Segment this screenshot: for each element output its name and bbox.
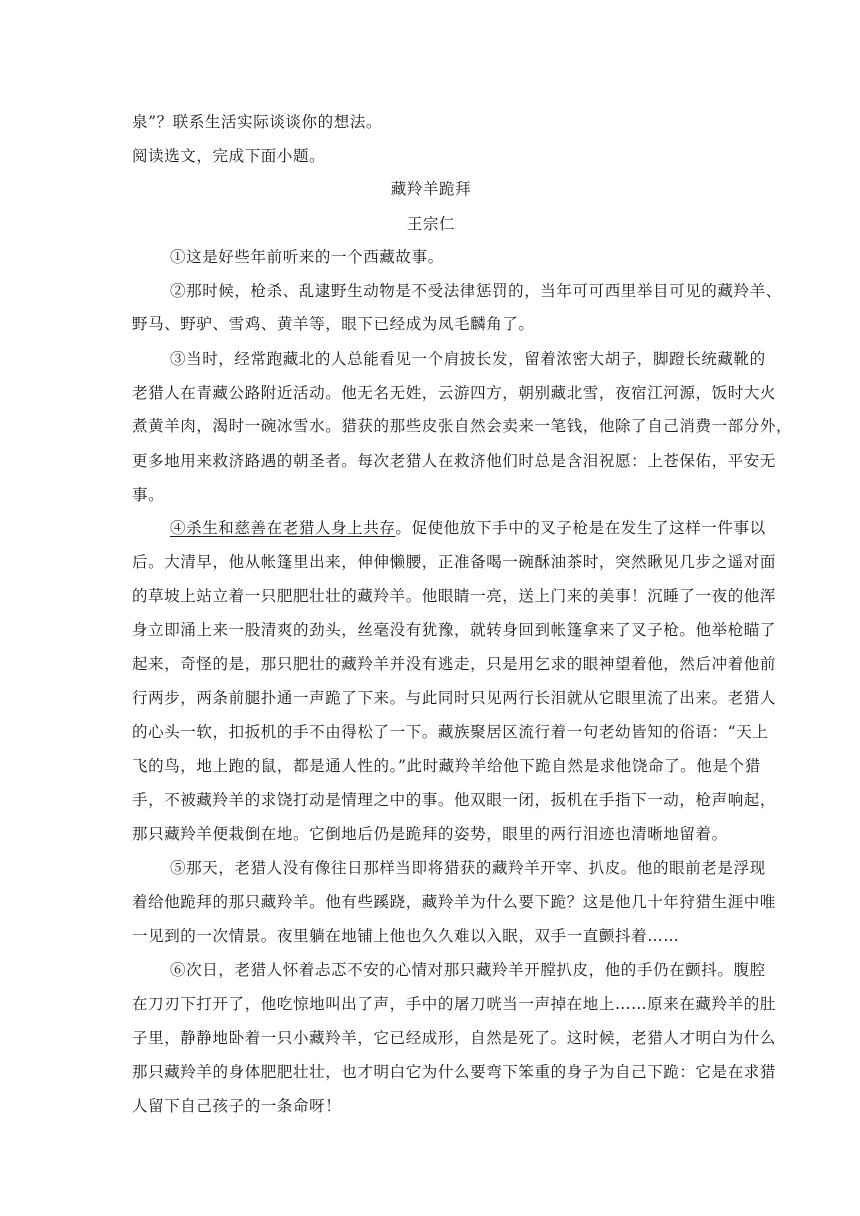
paragraph-4-line: 行两步，两条前腿扑通一声跪了下来。与此同时只见两行长泪就从它眼里流了出来。老猎人 (132, 689, 777, 707)
paragraph-4-line: 手，不被藏羚羊的求饶打动是情理之中的事。他双眼一闭，扳机在手指下一动，枪声响起， (132, 791, 777, 809)
paragraph-3-line: 事。 (132, 486, 165, 504)
paragraph-5-line: 着给他跪拜的那只藏羚羊。他有些蹊跷，藏羚羊为什么要下跪？这是他几十年狩猎生涯中唯 (132, 893, 777, 911)
paragraph-6-line: 在刀刃下打开了，他吃惊地叫出了声，手中的屠刀咣当一声掉在地上……原来在藏羚羊的肚 (132, 995, 777, 1013)
paragraph-4-line: 的草坡上站立着一只肥肥壮壮的藏羚羊。他眼睛一亮，送上门来的美事！沉睡了一夜的他浑 (132, 587, 777, 605)
paragraph-3-line: 老猎人在青藏公路附近活动。他无名无姓，云游四方，朝别藏北雪，夜宿江河源，饭时大火 (132, 384, 777, 402)
paragraph-4-line: 的心头一软，扣扳机的手不由得松了一下。藏族聚居区流行着一句老幼皆知的俗语：“天上 (132, 723, 769, 741)
paragraph-3-line: ③当时，经常跑藏北的人总能看见一个肩披长发，留着浓密大胡子，脚蹬长统藏靴的 (170, 350, 766, 368)
paragraph-4-line: 身立即涌上来一股清爽的劲头，丝毫没有犹豫，就转身回到帐篷拿来了叉子枪。他举枪瞄了 (132, 621, 777, 639)
paragraph-3-line: 更多地用来救济路遇的朝圣者。每次老猎人在救济他们时总是含泪祝愿：上苍保佑，平安无 (132, 452, 777, 470)
paragraph-4-text: 。促使他放下手中的叉子枪是在发生了这样一件事以 (395, 519, 766, 537)
underlined-sentence: ④杀生和慈善在老猎人身上共存 (170, 519, 396, 537)
paragraph-5-line: 一见到的一次情景。夜里躺在地铺上他也久久难以入眠，双手一直颤抖着…… (132, 927, 680, 945)
question-continuation: 泉”？联系生活实际谈谈你的想法。 (132, 113, 383, 131)
reading-instruction: 阅读选文，完成下面小题。 (132, 147, 326, 165)
paragraph-6-line: 子里，静静地卧着一只小藏羚羊，它已经成形，自然是死了。这时候，老猎人才明白为什么 (132, 1029, 777, 1047)
paragraph-2-line: 野马、野驴、雪鸡、黄羊等，眼下已经成为凤毛麟角了。 (132, 315, 535, 333)
paragraph-6-line: ⑥次日，老猎人怀着忐忑不安的心情对那只藏羚羊开膛扒皮，他的手仍在颤抖。腹腔 (170, 961, 766, 979)
paragraph-4-first-line (170, 518, 766, 538)
article-author: 王宗仁 (406, 215, 456, 233)
article-title: 藏羚羊跪拜 (390, 180, 472, 198)
paragraph-1-line: ①这是好些年前听来的一个西藏故事。 (170, 248, 444, 266)
paragraph-4-line: 后。大清早，他从帐篷里出来，伸伸懒腰，正准备喝一碗酥油茶时，突然瞅见几步之遥对面 (132, 553, 777, 571)
paragraph-4-line: 起来，奇怪的是，那只肥壮的藏羚羊并没有逃走，只是用乞求的眼神望着他，然后冲着他前 (132, 655, 777, 673)
paragraph-4-line: 飞的鸟，地上跑的鼠，都是通人性的。”此时藏羚羊给他下跪自然是求他饶命了。他是个猎 (132, 757, 761, 775)
paragraph-2-line: ②那时候，枪杀、乱逮野生动物是不受法律惩罚的，当年可可西里举目可见的藏羚羊、 (170, 282, 782, 300)
paragraph-6-line: 人留下自己孩子的一条命呀！ (132, 1097, 342, 1115)
paragraph-3-line: 煮黄羊肉，渴时一碗冰雪水。猎获的那些皮张自然会卖来一笔钱，他除了自己消费一部分外， (132, 417, 793, 435)
paragraph-6-line: 那只藏羚羊的身体肥肥壮壮，也才明白它为什么要弯下笨重的身子为自己下跪：它是在求猎 (132, 1063, 777, 1081)
paragraph-5-line: ⑤那天，老猎人没有像往日那样当即将猎获的藏羚羊开宰、扒皮。他的眼前老是浮现 (170, 859, 766, 877)
paragraph-4-line: 那只藏羚羊便栽倒在地。它倒地后仍是跪拜的姿势，眼里的两行泪迹也清晰地留着。 (132, 825, 728, 843)
